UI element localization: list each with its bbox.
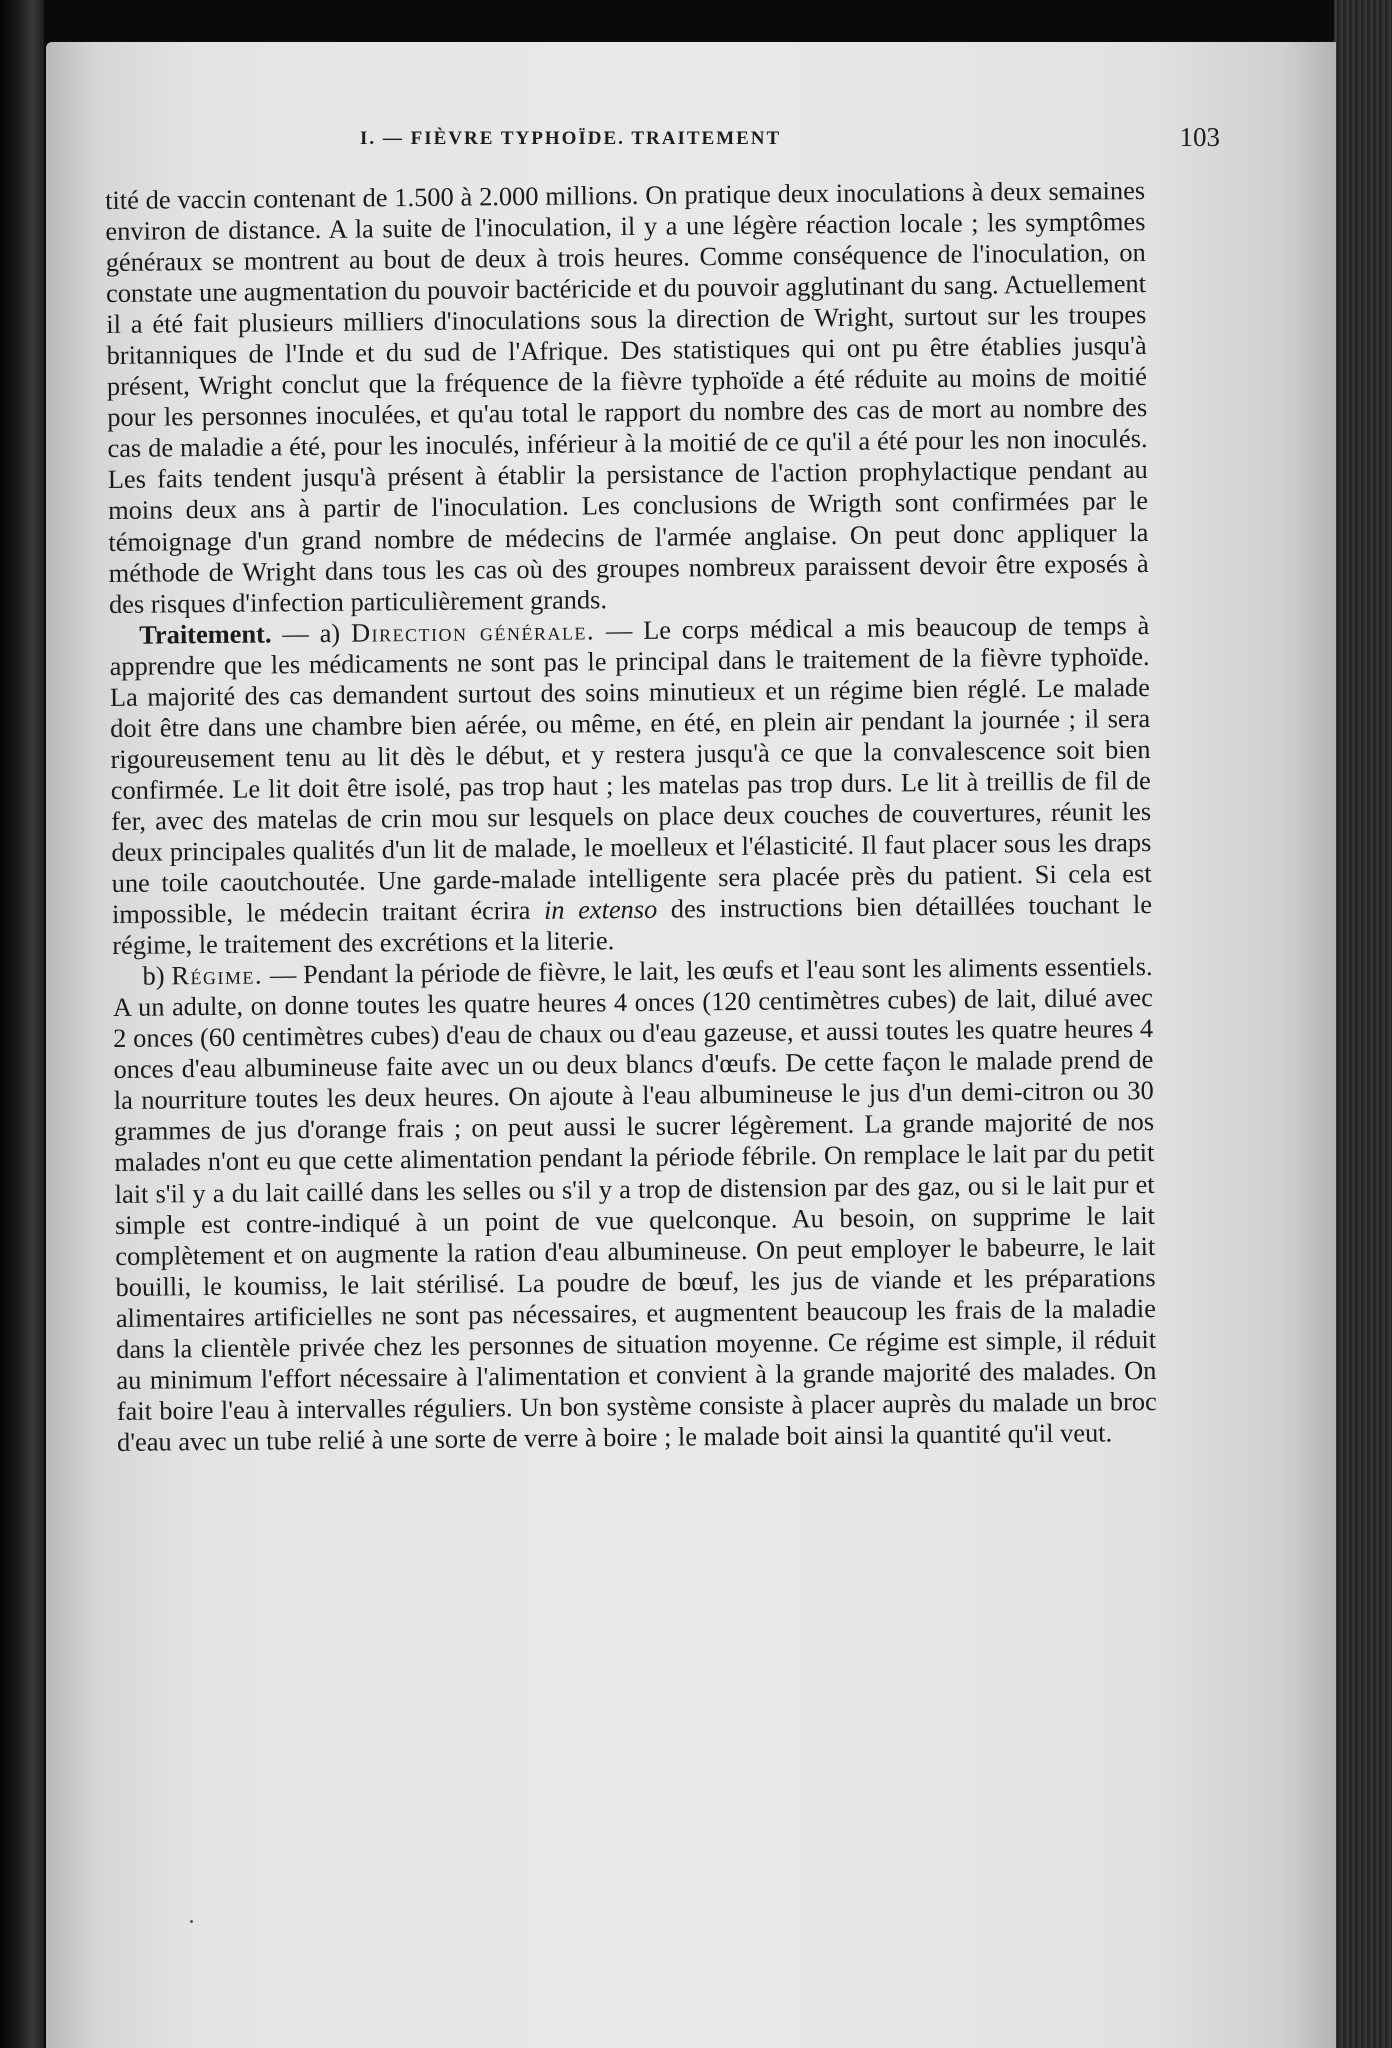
page-number: 103 <box>1179 122 1220 152</box>
ink-speck <box>190 1920 193 1923</box>
subsection-marker: — a) <box>271 617 352 649</box>
binding-edge <box>0 0 44 2048</box>
subsection-marker: b) <box>142 960 172 991</box>
paragraph-text: — Pendant la période de fièvre, le lait, les œufs et l'eau sont les aliments essentiels. A un adulte, on donne toutes les quatre heures 4 onces (120 centimètres cubes) de lait, dilué avec 2 onces (60 centimètres cubes) d'eau de chaux ou d'eau gazeuse, et aussi toutes les quatre heures 4 onces d'eau albumineuse faite avec un ou deux blancs d'œufs. De cette façon le malade prend de la nourriture toutes les deux heures. On ajoute à l'eau albumineuse le jus d'un demi-citron ou 30 grammes de jus d'orange frais ; on peut aussi le sucrer légèrement. La grande majorité de nos malades n'ont eu que cette alimentation pendant la période fébrile. On remplace le lait par du petit lait s'il y a du lait caillé dans les selles ou s'il y a trop de distension par des gaz, ou si le lait pur et simple est contre-indiqué à un point de vue quelconque. Au besoin, on supprime le lait complètement et on augmente la ration d'eau albumineuse. On peut employer le babeurre, le lait bouilli, le koumiss, le lait stérilisé. La poudre de bœuf, les jus de viande et les préparations alimentaires artificielles ne sont pas nécessaires, et augmentent beaucoup les frais de la maladie dans la clientèle privée chez les personnes de situation moyenne. Ce régime est simple, il réduit au minimum l'effort nécessaire à l'alimentation et convient à la grande majorité des malades. On fait boire l'eau à intervalles réguliers. Un bon système consiste à placer auprès du malade un broc d'eau avec un tube relié à une sorte de verre à boire ; le malade boit ainsi la quantité qu'il veut. <box>112 951 1157 1457</box>
subsection-heading: Direction générale. <box>350 614 596 648</box>
running-title: I. — FIÈVRE TYPHOÏDE. TRAITEMENT <box>360 128 782 149</box>
body-text <box>105 175 1157 1458</box>
subsection-heading: Régime. <box>171 959 264 991</box>
paragraph-text: tité de vaccin contenant de 1.500 à 2.000 millions. On pratique deux inoculations à deux semaines environ de distance. A la suite de l'inoculation, il y a une légère réaction locale ; les symptômes généraux se montrent au bout de deux à trois heures. Comme conséquence de l'inoculation, on constate une augmentation du pouvoir bactéricide et du pouvoir agglutinant du sang. Actuellement il a été fait plusieurs milliers d'inoculations sous la direction de Wright, surtout sur les troupes britanniques de l'Inde et du sud de l'Afrique. Des statistiques qui ont pu être établies jusqu'à présent, Wright conclut que la fréquence de la fièvre typhoïde a été réduite au moins de moitié pour les personnes inoculées, et qu'au total le rapport du nombre des cas de mort au nombre des cas de maladie a été, pour les inoculés, inférieur à la moitié de ce qu'il a été pour les non inoculés. Les faits tendent jusqu'à présent à établir la persistance de l'action prophylactique pendant au moins deux ans à partir de l'inoculation. Les conclusions de Wrigth sont confirmées par le témoignage d'un grand nombre de médecins de l'armée anglaise. On peut donc appliquer la méthode de Wright dans tous les cas où des groupes nombreux paraissent devoir être exposés à des risques d'infection particulièrement grands. <box>105 175 1149 619</box>
paragraph-diet <box>112 951 1157 1458</box>
italic-phrase: in extenso <box>543 893 658 925</box>
paragraph-treatment-general <box>109 610 1152 961</box>
paragraph-text-end: des instructions bien détaillées touchant le régime, le traitement des excrétions et la literie. <box>112 889 1153 961</box>
paragraph-vaccine-statistics <box>105 175 1149 620</box>
page-header <box>360 122 1220 162</box>
section-heading: Traitement. <box>139 618 272 650</box>
paragraph-text: — Le corps médical a mis beaucoup de temps à apprendre que les médicaments ne sont pas le principal dans le traitement de la fièvre typhoïde. La majorité des cas demandent surtout des soins minutieux et un régime bien réglé. Le malade doit être dans une chambre bien aérée, ou même, en été, en plein air pendant la journée ; il sera rigoureusement tenu au lit dès le début, et y restera jusqu'à ce que la convalescence soit bien confirmée. Le lit doit être isolé, pas trop haut ; les matelas pas trop durs. Le lit à treillis de fil de fer, avec des matelas de crin mou sur lesquels on place deux couches de couvertures, réunit les deux principales qualités d'un lit de malade, le moelleux et l'élasticité. Il faut placer sous les draps une toile caoutchoutée. Une garde-malade intelligente sera placée près du patient. Si cela est impossible, le médecin traitant écrira <box>109 609 1152 930</box>
page-stack-edge <box>1334 0 1392 2048</box>
